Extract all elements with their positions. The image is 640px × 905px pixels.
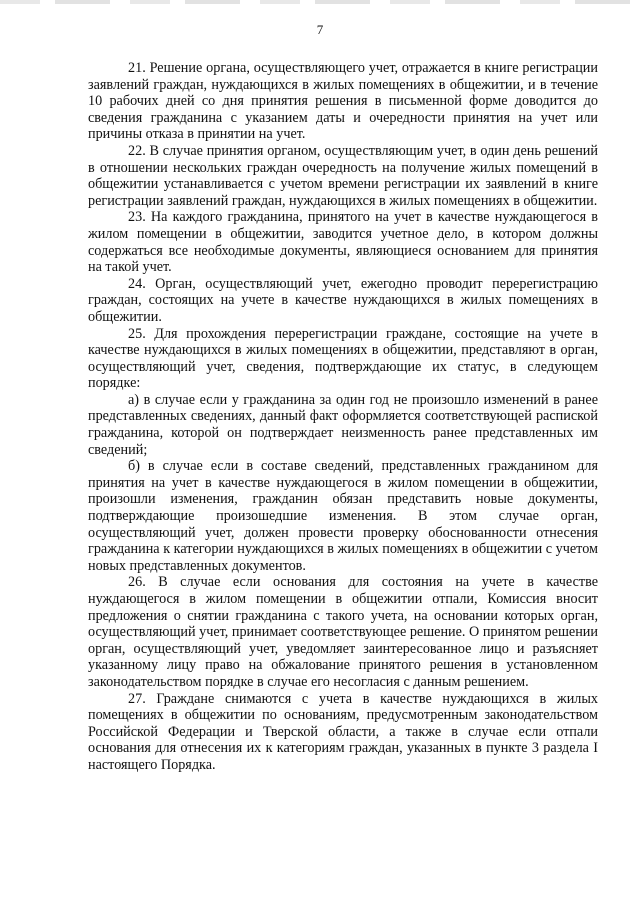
paragraph-22: 22. В случае принятия органом, осуществляющим учет, в один день решений в отношении нескольких граждан очередность на получение жилых помещений в общежитии устанавливается с учетом времени регистрации их заявлений в книге регистрации заявлений граждан, нуждающихся в жилых помещениях в общежитии. <box>88 142 598 209</box>
scan-edge-artifact <box>0 0 640 4</box>
paragraph-23: 23. На каждого гражданина, принятого на учет в качестве нуждающегося в жилом помещении в общежитии, заводится учетное дело, в котором должны содержаться все необходимые документы, являющиеся основанием для принятия на такой учет. <box>88 209 598 276</box>
paragraph-24: 24. Орган, осуществляющий учет, ежегодно проводит перерегистрацию граждан, состоящих на учете в качестве нуждающихся в жилых помещениях в общежитии. <box>88 275 598 325</box>
paragraph-26: 26. В случае если основания для состояния на учете в качестве нуждающегося в жилом помещении в общежитии отпали, Комиссия вносит предложения о снятии гражданина с такого учета, на основании которых орган, осуществляющий учет, принимает соответствующее решение. О принятом решении орган, осуществляющий учет, уведомляет заинтересованное лицо и разъясняет указанному лицу право на обжалование принятого решения в установленном законодательством порядке в случае его несогласия с данным решением. <box>88 574 598 690</box>
paragraph-25: 25. Для прохождения перерегистрации граждане, состоящие на учете в качестве нуждающихся в жилых помещениях в общежитии, представляют в орган, осуществляющий учет, сведения, подтверждающие их статус, в следующем порядке: <box>88 325 598 392</box>
page-number: 7 <box>316 22 324 37</box>
paragraph-25-b: б) в случае если в составе сведений, представленных гражданином для принятия на учет в качестве нуждающегося в жилом помещении в общежитии, произошли изменения, гражданин обязан представить новые документы, подтверждающие произошедшие изменения. В этом случае орган, осуществляющий учет, должен провести проверку обоснованности отнесения гражданина к категории нуждающихся в жилых помещениях в общежитии с учетом новых представленных документов. <box>88 458 598 574</box>
paragraph-21: 21. Решение органа, осуществляющего учет, отражается в книге регистрации заявлений граждан, нуждающихся в жилых помещениях в общежитии, и в течение 10 рабочих дней со дня принятия решения в письменной форме доводится до сведения гражданина с указанием даты и очередности принятия на учет или причины отказа в принятии на учет. <box>88 60 598 143</box>
paragraph-27: 27. Граждане снимаются с учета в качестве нуждающихся в жилых помещениях в общежитии по основаниям, предусмотренным законодательством Российской Федерации и Тверской области, а также в случае если отпали основания для отнесения их к категориям граждан, указанных в пункте 3 раздела I настоящего Порядка. <box>88 690 598 773</box>
paragraph-25-a: а) в случае если у гражданина за один год не произошло изменений в ранее представленных сведениях, данный факт оформляется соответствующей распиской гражданина, которой он подтверждает неизменность ранее представленных им сведений; <box>88 391 598 458</box>
document-body <box>88 60 598 774</box>
